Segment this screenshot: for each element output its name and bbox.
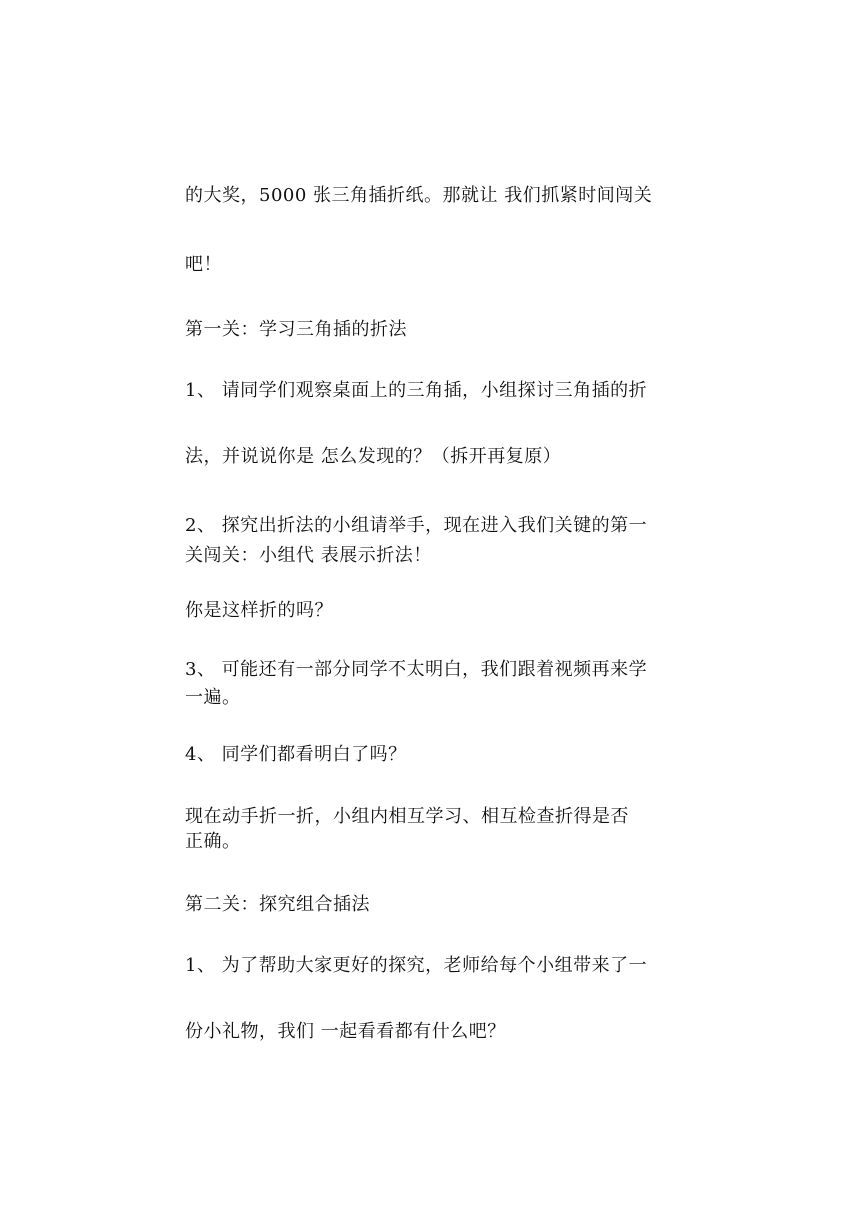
- section-heading: 第二关：探究组合插法: [185, 894, 370, 915]
- paragraph-line: 你是这样折的吗？: [185, 600, 333, 621]
- list-item: 1、 请同学们观察桌面上的三角插，小组探讨三角插的折: [185, 380, 648, 401]
- paragraph-line: 份小礼物，我们 一起看看都有什么吧？: [185, 1021, 506, 1042]
- paragraph-line: 法，并说说你是 怎么发现的？（拆开再复原）: [185, 446, 562, 467]
- section-heading: 第一关：学习三角插的折法: [185, 319, 407, 340]
- paragraph-line: 一遍。: [185, 687, 241, 708]
- paragraph-line: 的大奖，5000 张三角插折纸。那就让 我们抓紧时间闯关: [185, 185, 653, 206]
- paragraph-line: 吧！: [185, 254, 222, 275]
- paragraph-line: 现在动手折一折，小组内相互学习、相互检查折得是否: [185, 806, 629, 827]
- paragraph-line: 关闯关：小组代 表展示折法！: [185, 545, 432, 566]
- list-item: 1、 为了帮助大家更好的探究，老师给每个小组带来了一: [185, 955, 648, 976]
- list-item: 3、 可能还有一部分同学不太明白，我们跟着视频再来学: [185, 659, 648, 680]
- list-item: 4、 同学们都看明白了吗？: [185, 744, 407, 765]
- paragraph-line: 正确。: [185, 831, 241, 852]
- list-item: 2、 探究出折法的小组请举手，现在进入我们关键的第一: [185, 515, 648, 536]
